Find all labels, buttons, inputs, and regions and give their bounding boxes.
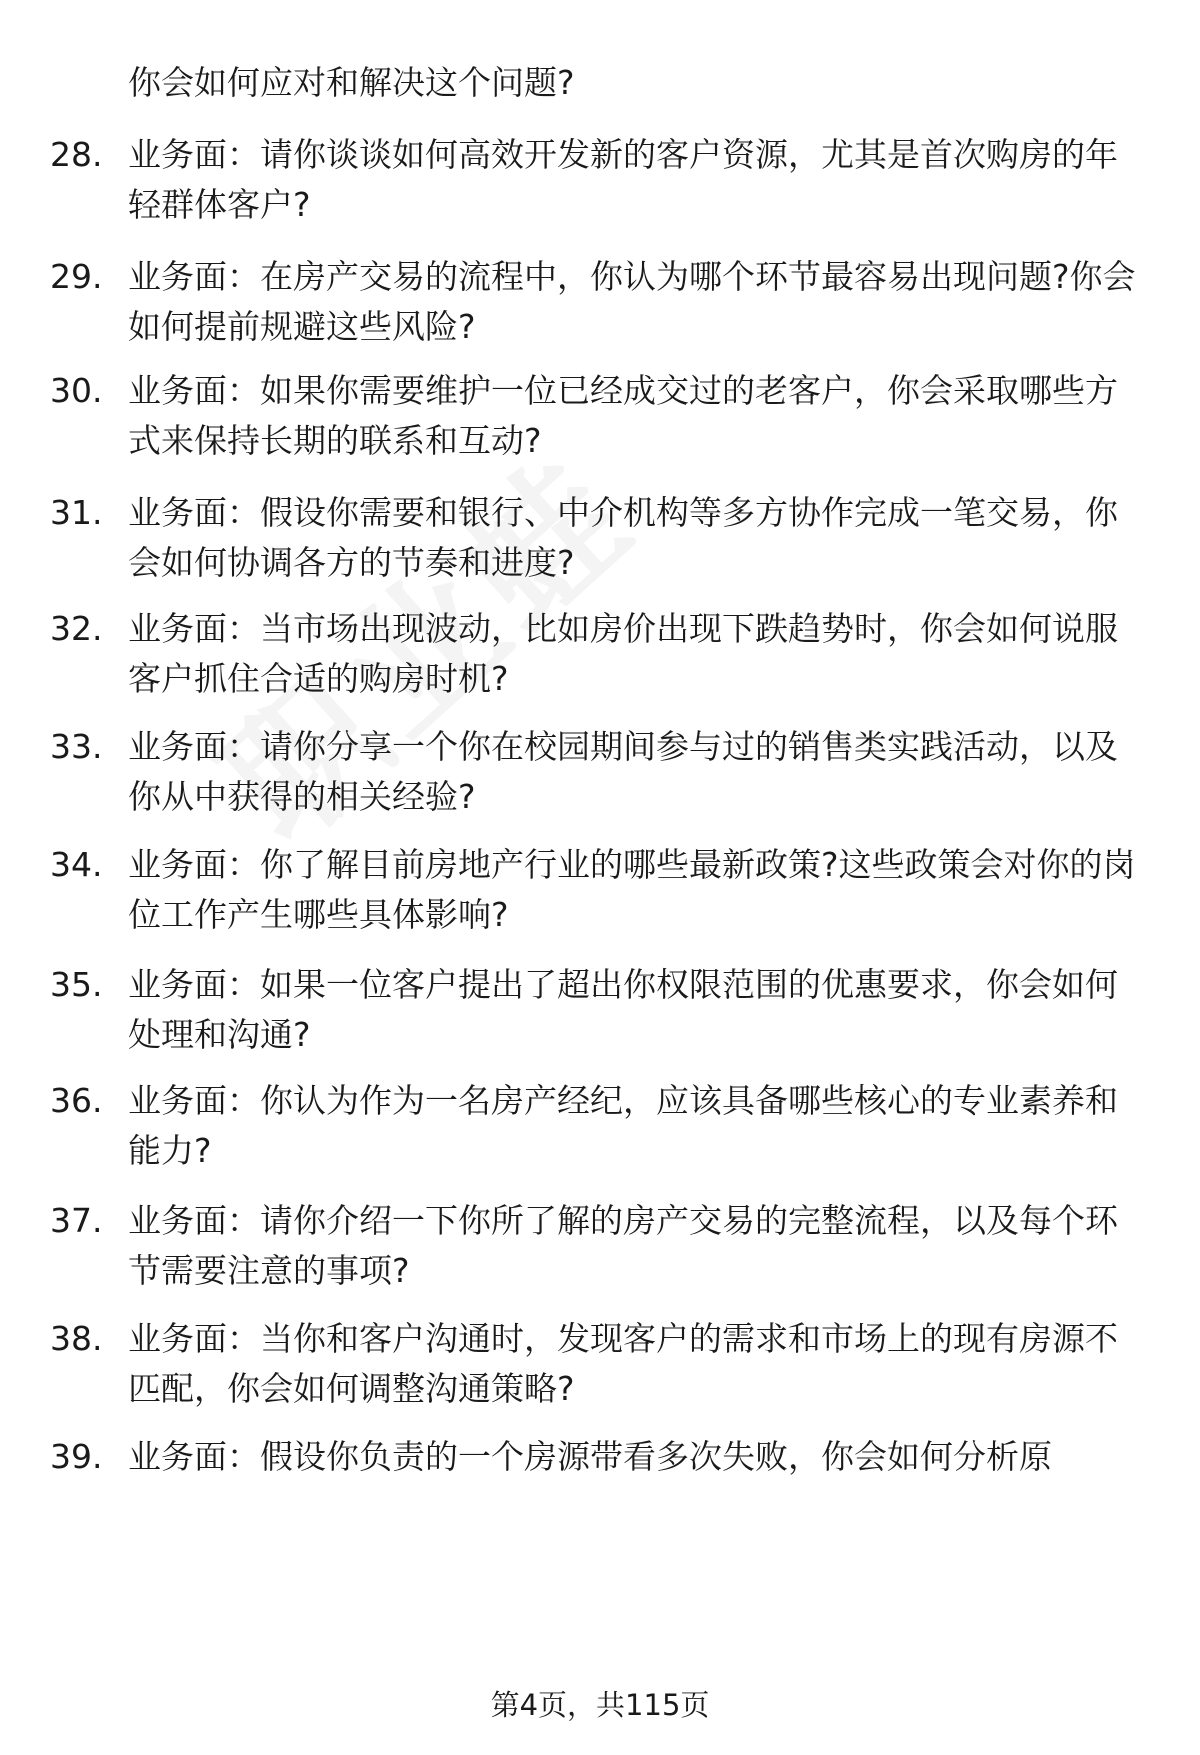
question-item (50, 722, 1140, 822)
question-number: 32. (50, 609, 103, 648)
question-item (50, 252, 1140, 352)
question-text: 业务面：假设你需要和银行、中介机构等多方协作完成一笔交易，你会如何协调各方的节奏和进度? (128, 493, 1118, 582)
question-item (50, 840, 1140, 940)
question-text: 业务面：假设你负责的一个房源带看多次失败，你会如何分析原 (128, 1437, 1052, 1476)
question-number: 35. (50, 965, 103, 1004)
question-number: 39. (50, 1437, 103, 1476)
question-number: 28. (50, 135, 103, 174)
question-text: 业务面：当市场出现波动，比如房价出现下跌趋势时，你会如何说服客户抓住合适的购房时机? (128, 609, 1118, 698)
question-number: 29. (50, 257, 103, 296)
question-item (50, 488, 1140, 588)
page-footer: 第4页，共115页 (490, 1688, 710, 1722)
continuation-text: 你会如何应对和解决这个问题? (128, 63, 575, 102)
question-number: 38. (50, 1319, 103, 1358)
question-item (50, 1432, 1140, 1482)
question-text: 业务面：请你介绍一下你所了解的房产交易的完整流程，以及每个环节需要注意的事项? (128, 1201, 1118, 1290)
question-text: 业务面：你了解目前房地产行业的哪些最新政策?这些政策会对你的岗位工作产生哪些具体影响? (128, 845, 1136, 934)
question-number: 37. (50, 1201, 103, 1240)
question-text: 业务面：请你分享一个你在校园期间参与过的销售类实践活动，以及你从中获得的相关经验? (128, 727, 1118, 816)
question-item (50, 1314, 1140, 1414)
question-number: 30. (50, 371, 103, 410)
question-text: 业务面：你认为作为一名房产经纪，应该具备哪些核心的专业素养和能力? (128, 1081, 1118, 1170)
question-text: 业务面：在房产交易的流程中，你认为哪个环节最容易出现问题?你会如何提前规避这些风险? (128, 257, 1136, 346)
question-text: 业务面：当你和客户沟通时，发现客户的需求和市场上的现有房源不匹配，你会如何调整沟通策略? (128, 1319, 1118, 1408)
question-text: 业务面：请你谈谈如何高效开发新的客户资源，尤其是首次购房的年轻群体客户? (128, 135, 1118, 224)
question-number: 36. (50, 1081, 103, 1120)
question-item (50, 960, 1140, 1060)
question-text: 业务面：如果一位客户提出了超出你权限范围的优惠要求，你会如何处理和沟通? (128, 965, 1118, 1054)
question-item (50, 1196, 1140, 1296)
question-item (50, 604, 1140, 704)
question-item (50, 130, 1140, 230)
question-text: 业务面：如果你需要维护一位已经成交过的老客户，你会采取哪些方式来保持长期的联系和互动? (128, 371, 1118, 460)
question-number: 34. (50, 845, 103, 884)
question-number: 33. (50, 727, 103, 766)
question-number: 31. (50, 493, 103, 532)
question-item (50, 1076, 1140, 1176)
question-item (50, 366, 1140, 466)
